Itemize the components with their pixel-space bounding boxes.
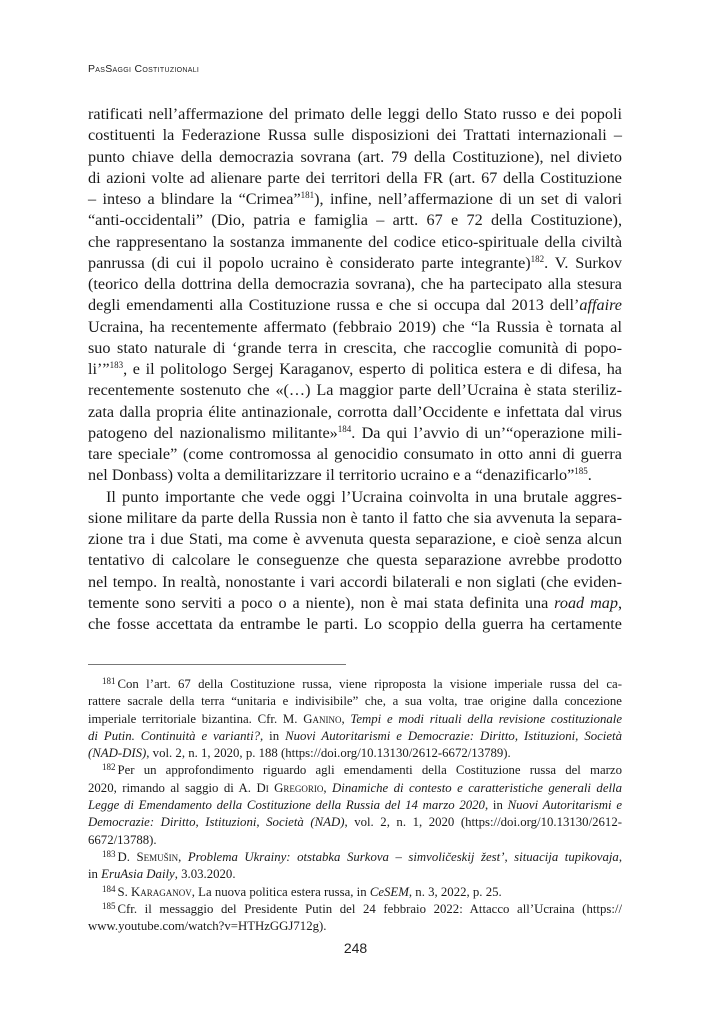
footnote-line	[88, 901, 622, 918]
running-head: PasSaggi Costituzionali	[88, 63, 200, 75]
author-name: Ganino	[303, 711, 342, 726]
footnote-text: , in	[484, 798, 508, 813]
italic-title: di Putin. Continuità e varianti?	[88, 728, 261, 743]
text-line: tentativo di calcolare le conseguenze che questa separazione avrebbe prodotto	[88, 551, 622, 570]
footnote-text: ,	[178, 849, 188, 864]
footnote-number: 181	[102, 676, 116, 686]
text-segment: temente sono serviti a poco o a niente), non è mai stata definita una	[88, 593, 555, 612]
footnote-line	[88, 676, 622, 693]
text-segment: ,	[617, 593, 622, 612]
text-line: Il punto importante che vede oggi l’Ucraina coinvolta in una brutale aggres-	[106, 487, 622, 506]
footnote-text: , 3.03.2020.	[174, 867, 236, 882]
footnote-text: Con l’art. 67 della Costituzione russa, viene riproposta la visione imperiale russa del ca-	[117, 677, 622, 691]
text-line	[88, 423, 622, 444]
italic-title: Nuovi Autoritarismi e Democrazie: Diritto, Istituzioni, Società	[285, 728, 622, 743]
footnote-text: 2020, rimando al saggio di A.	[88, 780, 257, 795]
text-line: tare speciale” (come contromossa al genocidio consumato in otto anni di guerra	[88, 445, 622, 463]
text-line: che rappresentano la sostanza immanente del codice etico-spirituale della civiltà	[88, 232, 622, 251]
text-line: recentemente sostenuto che «(…) La maggior parte dell’Ucraina è stata steriliz-	[88, 381, 622, 400]
text-line: costituenti la Federazione Russa sulle disposizioni dei Trattati internazionali –	[88, 126, 622, 145]
text-line	[88, 295, 622, 316]
text-segment: patogeno del nazionalismo militante»	[88, 423, 338, 442]
text-line	[88, 593, 622, 614]
footnote-text: , in	[260, 728, 286, 743]
text-line	[88, 253, 622, 274]
text-segment: – inteso a blindare la “Crimea”	[88, 190, 301, 208]
text-line: di azioni volte ad alienare parte dei territori della FR (art. 67 della Costituzione	[88, 168, 622, 187]
footnote-text: D.	[117, 849, 137, 864]
text-line: “anti-occidentali” (Dio, patria e famiglia – artt. 67 e 72 della Costituzione),	[88, 211, 622, 230]
footnote-text: S.	[117, 884, 132, 899]
footnote-ref[interactable]: 184	[337, 423, 352, 434]
author-name: Karaganov	[131, 884, 192, 899]
footnote-text: ,	[341, 711, 351, 726]
author-name: Di Gregorio	[256, 780, 324, 795]
footnote-number: 182	[102, 762, 116, 773]
footnote-line	[88, 849, 622, 866]
footnote-number: 183	[102, 848, 116, 859]
italic-title: (NAD-DIS)	[88, 746, 147, 761]
footnote-text: , vol. 2, n. 1, 2020 (https://doi.org/10.13130/2612-	[344, 815, 622, 830]
text-segment: . V. Surkov	[544, 253, 622, 272]
footnote-text: , La nuova politica estera russa, in	[191, 884, 370, 899]
main-text	[88, 104, 622, 635]
text-line	[88, 465, 622, 486]
text-segment: li’”	[88, 360, 110, 378]
text-line: sione militare da parte della Russia non è tanto il fatto che sia avvenuta la separa-	[88, 508, 622, 527]
italic-title: CeSEM	[369, 884, 409, 899]
footnote-line: 6672/13788).	[88, 832, 157, 847]
footnote-ref[interactable]: 185	[574, 466, 588, 477]
text-line: che fosse accettata da entrambe le parti. Lo scoppio della guerra ha certamente	[88, 615, 622, 633]
text-line: suo stato naturale di ‘grande terra in crescita, che raccoglie comunità di popo-	[88, 338, 622, 357]
italic-term: affaire	[579, 296, 622, 315]
author-name: Semušin	[136, 849, 179, 864]
footnote-line	[88, 762, 622, 779]
footnote-text: Cfr. il messaggio del Presidente Putin del 24 febbraio 2022: Attacco all’Ucraina (https://	[117, 901, 622, 916]
footnote-line: rattere sacrale della terra “unitaria e indivisibile” che, a sua volta, trae origine dalla concezione	[88, 694, 622, 709]
text-line: ratificati nell’affermazione del primato delle leggi dello Stato russo e dei popoli	[88, 105, 622, 123]
italic-term: road map	[554, 593, 618, 612]
text-segment: .	[587, 466, 592, 485]
footnote-divider	[88, 664, 346, 665]
footnote-line	[88, 745, 622, 762]
italic-title: EruAsia Daily	[101, 867, 175, 882]
footnote-line	[88, 728, 622, 745]
italic-title: Tempi e modi rituali della revisione costituzionale	[350, 711, 622, 726]
italic-title: Nuovi Autoritarismi e	[507, 798, 623, 813]
italic-title: Legge di Emendamento della Costituzione della Russia del 14 marzo 2020	[88, 798, 485, 813]
footnote-ref[interactable]: 182	[530, 253, 545, 264]
footnotes	[88, 676, 622, 935]
footnote-ref[interactable]: 183	[109, 360, 124, 370]
italic-title: Democrazie: Diritto, Istituzioni, Società (NAD)	[88, 815, 345, 830]
footnote-line	[88, 797, 622, 814]
footnote-number: 184	[102, 883, 116, 894]
text-line	[88, 189, 622, 210]
text-line: zione tra i due Stati, ma come è avvenuta questa separazione, e cioè senza alcun	[88, 530, 622, 548]
footnote-line: www.youtube.com/watch?v=HTHzGGJ712g).	[88, 919, 327, 934]
text-segment: nel Donbass) volta a demilitarizzare il territorio ucraino e a “denazificarlo”	[88, 466, 575, 485]
italic-title: Problema Ukrainy: otstabka Surkova – simvoličeskij žest’, situacija tupikovaja	[187, 849, 619, 864]
footnote-text: in	[88, 867, 102, 882]
text-line	[88, 359, 622, 380]
footnote-line	[88, 866, 622, 883]
footnote-text: , vol. 2, n. 1, 2020, p. 188 (https://doi.org/10.13130/2612-6672/13789).	[146, 746, 511, 761]
text-segment: panrussa (di cui il popolo ucraino è considerato parte integrante)	[88, 253, 531, 272]
footnote-line	[88, 814, 622, 831]
italic-title: Dinamiche di contesto e caratteristiche generali della	[332, 780, 623, 795]
footnote-text: ,	[323, 780, 333, 795]
footnote-line	[88, 711, 622, 728]
footnote-number: 185	[102, 900, 116, 911]
text-segment: ), infine, nell’affermazione di un set di valori	[314, 190, 622, 208]
page-number: 248	[343, 940, 368, 956]
text-line: nel tempo. In realtà, nonostante i vari accordi bilaterali e non siglati (che eviden-	[88, 572, 622, 591]
footnote-text: Per un approfondimento riguardo agli emendamenti della Costituzione russa del marzo	[117, 763, 622, 778]
text-segment: . Da qui l’avvio di un’“operazione mili-	[351, 423, 622, 442]
text-segment: degli emendamenti alla Costituzione russa e che si occupa dal 2013 dell’	[88, 296, 580, 315]
footnote-line	[88, 780, 622, 797]
footnote-line	[88, 884, 622, 901]
footnote-text: imperiale territoriale bizantina. Cfr. M.	[88, 711, 304, 726]
text-segment: , e il politologo Sergej Karaganov, esperto di politica estera e di difesa, ha	[123, 360, 622, 378]
footnote-text: ,	[618, 849, 623, 864]
footnote-text: , n. 3, 2022, p. 25.	[408, 884, 502, 899]
text-line: punto chiave della democrazia sovrana (art. 79 della Costituzione), nel divieto	[88, 147, 622, 166]
text-line: (teorico della dottrina della democrazia sovrana), che ha partecipato alla stesura	[88, 275, 622, 293]
text-line: Ucraina, ha recentemente affermato (febbraio 2019) che “la Russia è tornata al	[88, 317, 622, 336]
footnote-ref[interactable]: 181	[300, 190, 315, 200]
text-line: zata dalla propria élite antinazionale, corrotta dall’Occidente e infettata dal virus	[88, 402, 622, 421]
